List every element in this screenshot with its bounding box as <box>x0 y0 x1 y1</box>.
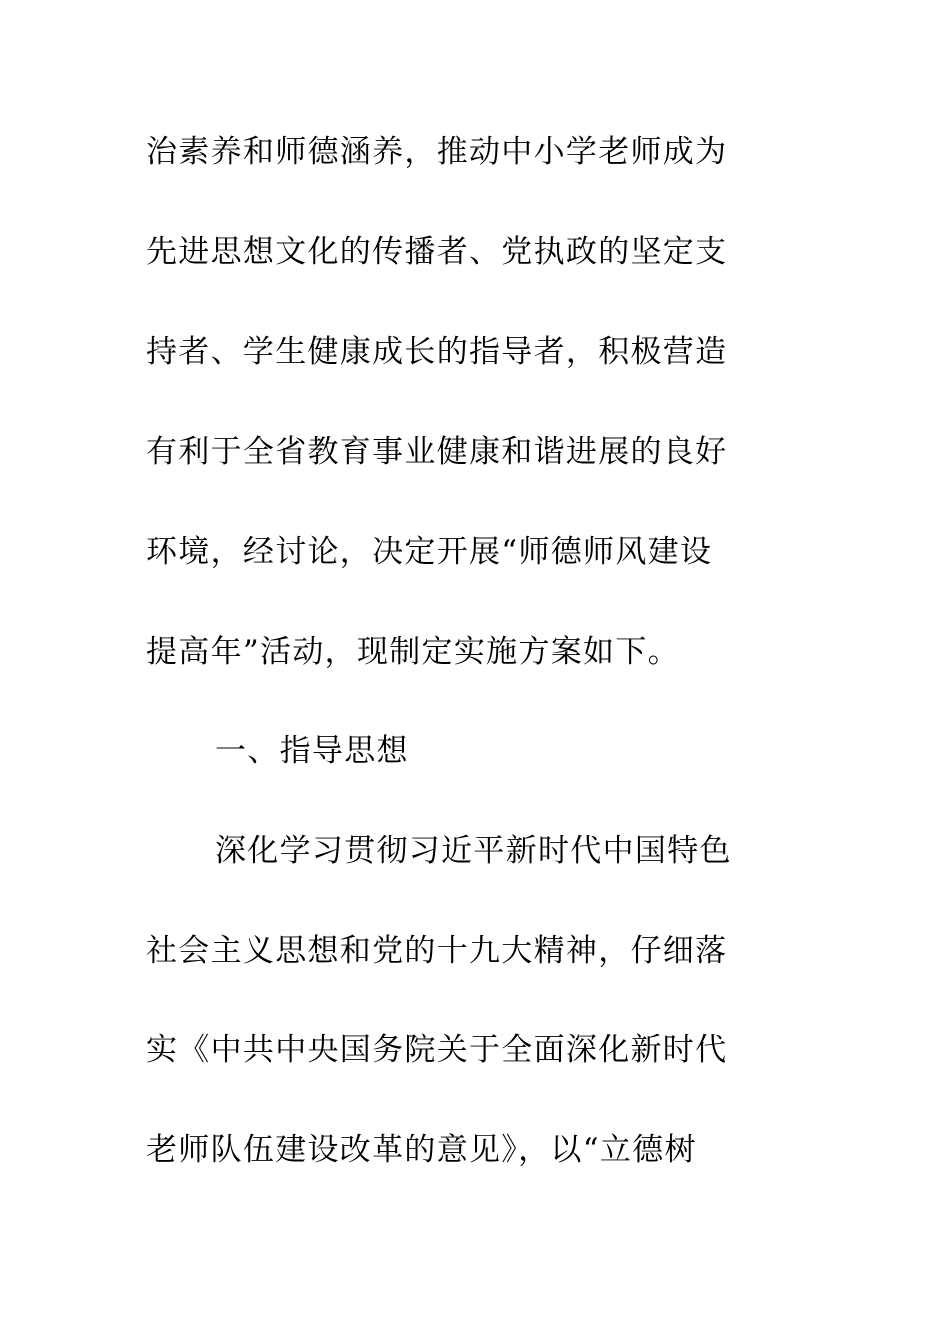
paragraph-line: 深化学习贯彻习近平新时代中国特色 <box>215 833 732 869</box>
paragraph-line: 提高年”活动，现制定实施方案如下。 <box>146 634 680 670</box>
section-heading: 一、指导思想 <box>215 733 409 769</box>
paragraph-line: 社会主义思想和党的十九大精神，仔细落 <box>146 933 728 969</box>
paragraph-line: 治素养和师德涵养，推动中小学老师成为 <box>146 134 728 170</box>
paragraph-line: 实《中共中央国务院关于全面深化新时代 <box>146 1032 728 1068</box>
paragraph-line: 有利于全省教育事业健康和谐进展的良好 <box>146 434 728 470</box>
paragraph-line: 持者、学生健康成长的指导者，积极营造 <box>146 334 728 370</box>
paragraph-line: 环境，经讨论，决定开展“师德师风建设 <box>146 534 713 570</box>
paragraph-line: 先进思想文化的传播者、党执政的坚定支 <box>146 234 728 270</box>
paragraph-line: 老师队伍建设改革的意见》，以“立德树 <box>146 1132 697 1168</box>
